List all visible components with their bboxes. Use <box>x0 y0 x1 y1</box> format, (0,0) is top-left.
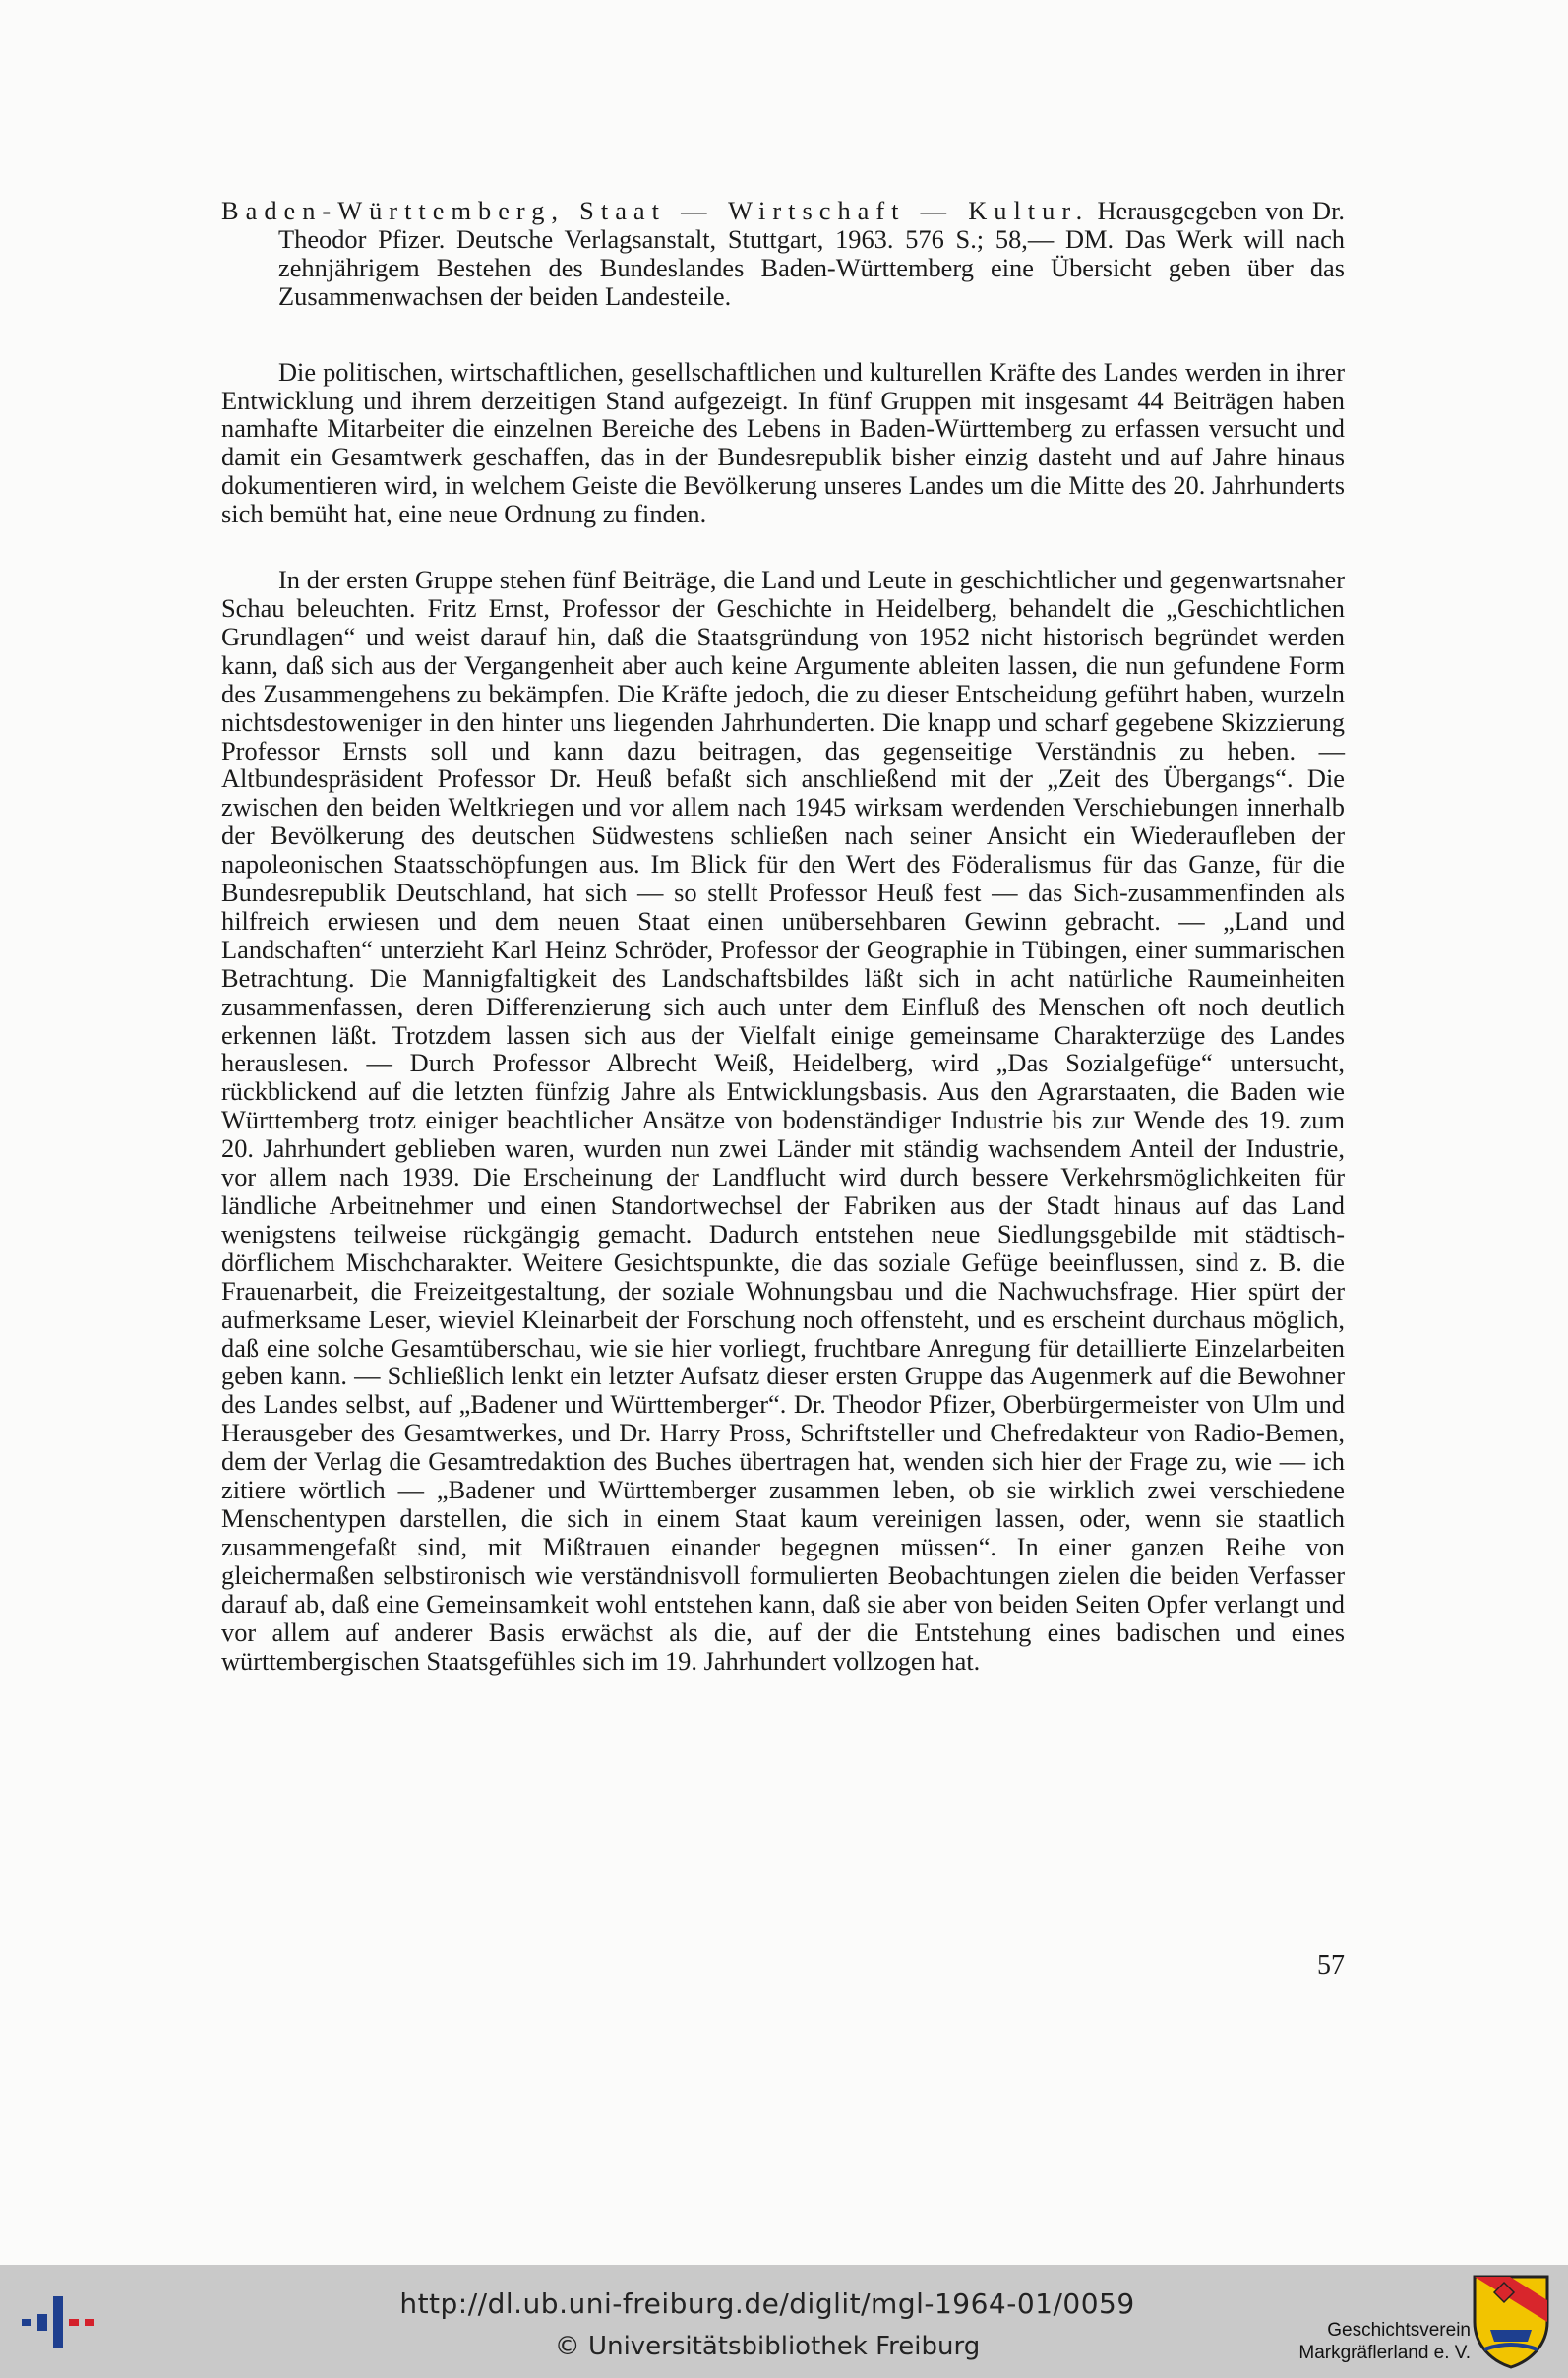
society-name <box>1254 2319 1471 2364</box>
bibliographic-entry <box>221 197 1345 311</box>
coat-of-arms-icon <box>1471 2271 1551 2369</box>
society-name-line1: Geschichtsverein <box>1327 2320 1471 2341</box>
page-number: 57 <box>1317 1950 1345 1981</box>
paragraph-overview: Die politischen, wirtschaftlichen, gesellschaftlichen und kulturellen Kräfte des Landes werden in ihrer Entwicklung und ihrem derzeitigen Stand aufgezeigt. In fünf Gruppen mit insgesamt 44 Beiträgen haben namhafte Mitarbeiter die einzelnen Bereiche des Lebens in Baden-Württemberg zu erfassen versucht und damit ein Gesamtwerk geschaffen, das in der Bundesrepublik bisher einzig dasteht und auf Jahre hinaus dokumentieren wird, in welchem Geiste die Bevölkerung unseres Landes um die Mitte des 20. Jahrhunderts sich bemüht hat, eine neue Ordnung zu finden. <box>221 356 1345 529</box>
permalink-url[interactable]: http://dl.ub.uni-freiburg.de/diglit/mgl-1964-01/0059 <box>399 2287 1135 2320</box>
paragraph-first-group: In der ersten Gruppe stehen fünf Beiträge, die Land und Leute in geschichtlicher und gegenwartsnaher Schau beleuchten. Fritz Ernst, Professor der Geschichte in Heidelberg, behandelt die „Geschichtlichen Grundlagen“ und weist darauf hin, daß die Staatsgründung von 1952 nicht historisch begründet werden kann, daß sich aus der Vergangenheit aber auch keine Argumente ableiten lassen, die nun gefundene Form des Zusammengehens zu bekämpfen. Die Kräfte jedoch, die zu dieser Entscheidung geführt haben, wurzeln nichtsdestoweniger in den hinter uns liegenden Jahrhunderten. Die knapp und scharf gegebene Skizzierung Professor Ernsts soll und kann dazu beitragen, das gegenseitige Verständnis zu heben. — Altbundespräsident Professor Dr. Heuß befaßt sich anschließend mit der „Zeit des Übergangs“. Die zwischen den beiden Weltkriegen und vor allem nach 1945 wirksam werdenden Verschiebungen innerhalb der Bevölkerung des deutschen Südwestens schließen nach seiner Ansicht ein Wiederaufleben der napoleonischen Staatsschöpfungen aus. Im Blick für den Wert des Föderalismus für das Ganze, für die Bundesrepublik Deutschland, hat sich — so stellt Professor Heuß fest — das Sich-zusammenfinden als hilfreich erwiesen und dem neuen Staat einen unübersehbaren Gewinn gebracht. — „Land und Landschaften“ unterzieht Karl Heinz Schröder, Professor der Geographie in Tübingen, einer summarischen Betrachtung. Die Mannigfaltigkeit des Landschaftsbildes läßt sich in acht natürliche Raumeinheiten zusammenfassen, deren Differenzierung sich auch unter dem Einfluß des Menschen oft noch deutlich erkennen läßt. Trotzdem lassen sich aus der Vielfalt einige gemeinsame Charakterzüge des Landes herauslesen. — Durch Professor Albrecht Weiß, Heidelberg, wird „Das Sozialgefüge“ untersucht, rückblickend auf die letzten fünfzig Jahre als Entwicklungsbasis. Aus den Agrarstaaten, die Baden wie Württemberg trotz einiger beachtlicher Ansätze von bodenständiger Industrie bis zur Wende des 19. zum 20. Jahrhundert geblieben waren, wurden nun zwei Länder mit ständig wachsendem Anteil der Industrie, vor allem nach 1939. Die Erscheinung der Landflucht wird durch bessere Verkehrsmöglichkeiten für ländliche Arbeitnehmer und einen Standortwechsel der Fabriken aus der Stadt hinaus auf das Land wenigstens teilweise rückgängig gemacht. Dadurch entstehen neue Siedlungsgebilde mit städtisch-dörflichem Mischcharakter. Weitere Gesichtspunkte, die das soziale Gefüge beeinflussen, sind z. B. die Frauenarbeit, die Freizeitgestaltung, der soziale Wohnungsbau und die Nachwuchsfrage. Hier spürt der aufmerksame Leser, wieviel Kleinarbeit der Forschung noch offensteht, und es erscheint durchaus möglich, daß eine solche Gesamtüberschau, wie sie hier vorliegt, fruchtbare Anregung für detaillierte Einzelarbeiten geben kann. — Schließlich lenkt ein letzter Aufsatz dieser ersten Gruppe das Augenmerk auf die Bewohner des Landes selbst, auf „Badener und Württemberger“. Dr. Theodor Pfizer, Oberbürgermeister von Ulm und Herausgeber des Gesamtwerkes, und Dr. Harry Pross, Schriftsteller und Chefredakteur von Radio-Bemen, dem der Verlag die Gesamtredaktion des Buches übertragen hat, wenden sich hier der Frage zu, wie — ich zitiere wörtlich — „Badener und Württemberger zusammen leben, ob sie wirklich zwei verschiedene Menschentypen darstellen, die sich in einem Staat kaum vereinigen lassen, oder, wenn sie staatlich zusammengefaßt sind, mit Mißtrauen einander begegnen müssen“. In einer ganzen Reihe von gleichermaßen selbstironisch wie verständnisvoll formulierten Beobachtungen zielen die beiden Verfasser darauf ab, daß eine Gemeinsamkeit wohl entstehen kann, daß sie aber von beiden Seiten Opfer verlangt und vor allem auf anderer Basis erwächst als die, auf der die Entstehung eines badischen und eines württembergischen Staatsgefühles sich im 19. Jahrhundert vollzogen hat. <box>221 565 1345 1676</box>
entry-title: Baden-Württemberg, Staat — Wirtschaft — Kultur. <box>221 196 1090 225</box>
paragraph-gap <box>221 528 1345 566</box>
society-name-line2: Markgräflerland e. V. <box>1298 2343 1471 2363</box>
digital-library-logo-icon <box>18 2287 100 2357</box>
entry-details: Herausgegeben von Dr. Theodor Pfizer. Deutsche Verlagsanstalt, Stuttgart, 1963. 576 S.; 58,— DM. Das Werk will nach zehnjährigem Bestehen des Bundeslandes Baden-Württemberg eine Übersicht geben über das Zusammenwachsen der beiden Landesteile. <box>278 196 1345 311</box>
copyright-notice: © Universitätsbibliothek Freiburg <box>554 2332 981 2361</box>
text-column <box>221 197 1345 1675</box>
paragraph-gap <box>221 311 1345 358</box>
